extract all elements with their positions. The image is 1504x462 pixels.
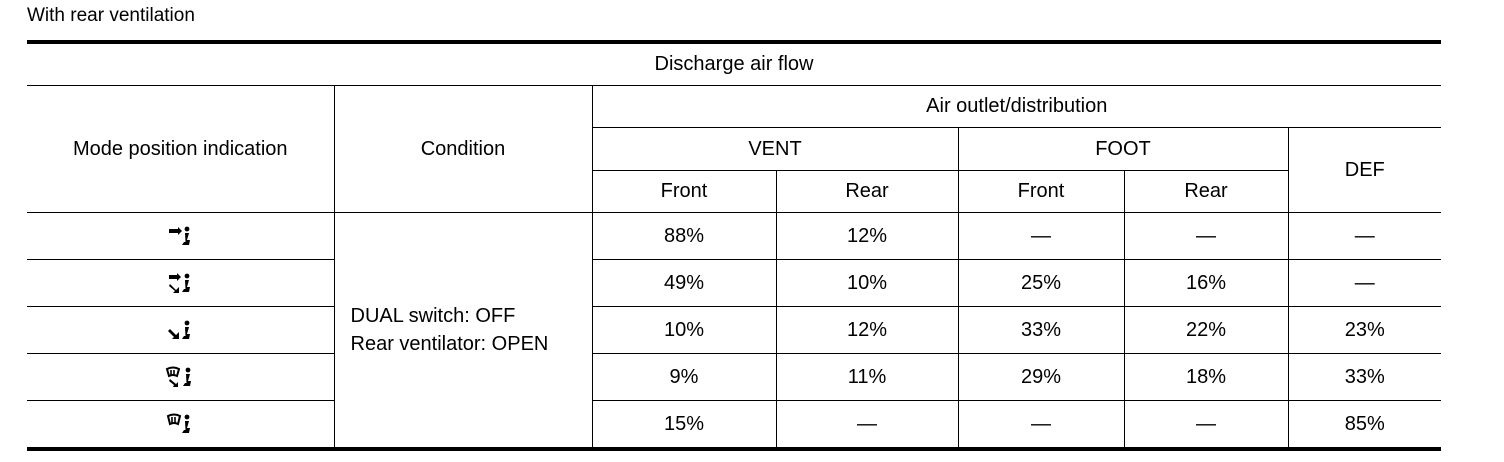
table-title: Discharge air flow	[27, 42, 1441, 86]
condition-rear-ventilator: Rear ventilator: OPEN	[350, 333, 549, 355]
table-row	[27, 401, 1441, 450]
table-row	[27, 307, 1441, 354]
vent-rear-value: —	[776, 401, 958, 450]
mode-cell	[27, 401, 334, 450]
foot-rear-value: —	[1124, 401, 1288, 450]
mode-cell	[27, 307, 334, 354]
foot-defrost-mode-icon	[165, 366, 195, 388]
header-def: DEF	[1288, 128, 1441, 213]
def-value: 23%	[1288, 307, 1441, 354]
def-value: —	[1288, 213, 1441, 260]
header-foot-front: Front	[958, 171, 1124, 213]
def-value: 33%	[1288, 354, 1441, 401]
discharge-air-flow-table	[27, 40, 1441, 451]
caption: With rear ventilation	[27, 5, 195, 26]
header-foot: FOOT	[958, 128, 1288, 171]
header-foot-rear: Rear	[1124, 171, 1288, 213]
mode-cell	[27, 260, 334, 307]
foot-rear-value: 22%	[1124, 307, 1288, 354]
table-row	[27, 354, 1441, 401]
foot-rear-value: —	[1124, 213, 1288, 260]
vent-rear-value: 10%	[776, 260, 958, 307]
vent-rear-value: 12%	[776, 307, 958, 354]
vent-front-value: 15%	[592, 401, 776, 450]
header-air-outlet: Air outlet/distribution	[592, 86, 1441, 128]
header-vent-rear: Rear	[776, 171, 958, 213]
foot-rear-value: 18%	[1124, 354, 1288, 401]
mode-cell	[27, 354, 334, 401]
bi-level-mode-icon	[167, 272, 193, 294]
foot-mode-icon	[167, 319, 193, 341]
header-condition: Condition	[334, 86, 592, 213]
header-mode-position: Mode position indication	[27, 86, 334, 213]
vent-rear-value: 12%	[776, 213, 958, 260]
header-vent-front: Front	[592, 171, 776, 213]
def-value: 85%	[1288, 401, 1441, 450]
vent-rear-value: 11%	[776, 354, 958, 401]
vent-front-value: 49%	[592, 260, 776, 307]
table-row	[27, 213, 1441, 260]
condition-cell	[334, 213, 592, 450]
foot-rear-value: 16%	[1124, 260, 1288, 307]
foot-front-value: —	[958, 401, 1124, 450]
foot-front-value: 29%	[958, 354, 1124, 401]
vent-front-value: 10%	[592, 307, 776, 354]
table-row	[27, 260, 1441, 307]
vent-mode-icon	[167, 225, 193, 247]
mode-cell	[27, 213, 334, 260]
header-vent: VENT	[592, 128, 958, 171]
foot-front-value: 25%	[958, 260, 1124, 307]
condition-dual-switch: DUAL switch: OFF	[350, 305, 516, 327]
foot-front-value: 33%	[958, 307, 1124, 354]
defrost-mode-icon	[166, 413, 194, 435]
vent-front-value: 88%	[592, 213, 776, 260]
def-value: —	[1288, 260, 1441, 307]
vent-front-value: 9%	[592, 354, 776, 401]
foot-front-value: —	[958, 213, 1124, 260]
